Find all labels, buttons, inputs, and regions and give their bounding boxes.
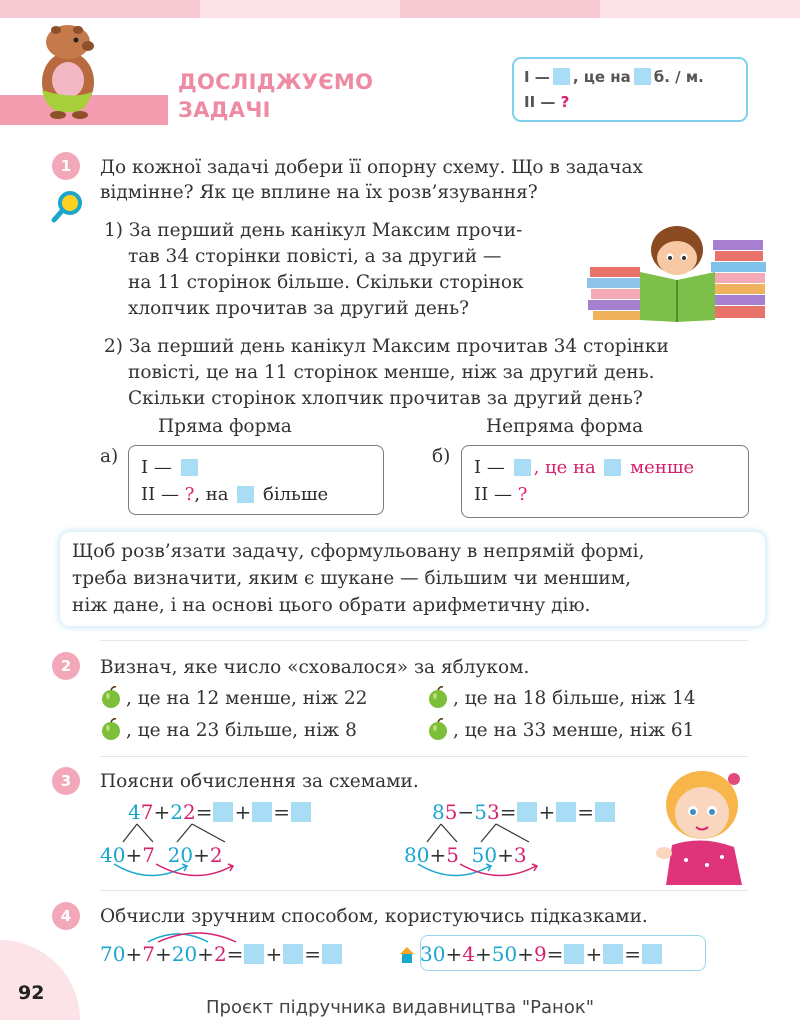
operator: + xyxy=(234,800,252,824)
indirect-form-title: Непряма форма xyxy=(486,416,644,437)
ref-i-label: І — xyxy=(524,68,550,86)
number: 7 xyxy=(142,843,155,867)
magnifier-icon xyxy=(50,190,84,224)
blank-square xyxy=(603,944,623,964)
problem1-line1: 1) За перший день канікул Максим прочи- xyxy=(104,220,523,241)
digit: 8 xyxy=(432,800,445,824)
operator: = xyxy=(577,800,594,824)
home-hint-icon xyxy=(400,947,414,963)
scheme-i-label: I — xyxy=(141,457,172,478)
digit: 2 xyxy=(170,800,183,824)
girl-pointing-icon xyxy=(652,765,752,885)
top-decor-bar xyxy=(0,0,800,18)
number: 30 xyxy=(420,942,446,966)
rule-line1: Щоб розв’язати задачу, сформульовану в непрямій формі, xyxy=(72,541,645,562)
operator: = xyxy=(195,800,213,824)
boy-reading-books-icon xyxy=(585,222,770,322)
digit: 7 xyxy=(140,800,154,824)
number: 4 xyxy=(462,942,475,966)
operator: = xyxy=(273,800,290,824)
question-mark: ? xyxy=(560,93,570,111)
operator: + xyxy=(125,942,143,966)
task-number-badge: 2 xyxy=(52,652,80,680)
apple-item-text: , це на 23 більше, ніж 8 xyxy=(126,720,357,741)
task1-text-line2: відмінне? Як це вплине на їх розв’язування? xyxy=(100,182,538,203)
digit: 5 xyxy=(474,800,487,824)
section-title xyxy=(178,68,373,124)
title-line-2: ЗАДАЧІ xyxy=(178,98,271,122)
divider xyxy=(100,756,748,757)
addition-arrows-2 xyxy=(404,862,554,884)
apple-icon xyxy=(427,718,449,740)
operator: − xyxy=(457,800,475,824)
problem2-line1: 2) За перший день канікул Максим прочитав 34 сторінки xyxy=(104,336,669,357)
digit: 3 xyxy=(486,800,500,824)
apple-item xyxy=(100,718,357,744)
operator: + xyxy=(153,800,171,824)
question-mark: ? xyxy=(184,484,195,505)
rule-line2: треба визначити, яким є шукане — більшим чи меншим, xyxy=(72,568,632,589)
digit: 5 xyxy=(444,800,458,824)
direct-form-scheme xyxy=(128,445,384,515)
operator: + xyxy=(193,843,210,867)
operator: + xyxy=(585,942,603,966)
task-number-badge: 1 xyxy=(52,152,80,180)
scheme-text: , це на xyxy=(533,457,596,478)
task-number-badge: 3 xyxy=(52,767,80,795)
blank-square xyxy=(291,802,311,822)
split-lines-2 xyxy=(419,822,539,844)
task2-text: Визнач, яке число «сховалося» за яблуком. xyxy=(100,657,530,678)
number: 40 xyxy=(100,843,126,867)
blank-square xyxy=(556,802,576,822)
blank-square xyxy=(595,802,615,822)
task4-equation-2 xyxy=(400,941,663,967)
apple-icon xyxy=(100,686,122,708)
split-lines-1 xyxy=(115,822,235,844)
operator: = xyxy=(546,942,564,966)
apple-item-text: , це на 12 менше, ніж 22 xyxy=(126,688,368,709)
number: 2 xyxy=(213,942,227,966)
option-a-letter: а) xyxy=(100,446,119,467)
problem1-line2: тав 34 сторінки повісті, а за другий — xyxy=(128,246,502,267)
operator: + xyxy=(497,843,514,867)
digit: 2 xyxy=(182,800,196,824)
operator: + xyxy=(517,942,534,966)
scheme-text: більше xyxy=(262,484,329,505)
task4-equation-1 xyxy=(100,941,343,967)
apple-item xyxy=(427,686,696,712)
footer-text: Проєкт підручника видавництва "Ранок" xyxy=(205,997,594,1018)
operator: + xyxy=(125,843,143,867)
blank-square xyxy=(553,68,570,85)
grouping-arcs-1 xyxy=(128,930,248,944)
apple-icon xyxy=(100,718,122,740)
blank-square xyxy=(237,486,254,503)
question-mark: ? xyxy=(517,484,528,505)
number: 20 xyxy=(171,942,198,966)
problem2-line3: Скільки сторінок хлопчик прочитав за другий день? xyxy=(128,388,643,409)
operator: + xyxy=(154,942,172,966)
operator: + xyxy=(265,942,283,966)
operator: + xyxy=(538,800,556,824)
number: 20 xyxy=(167,843,194,867)
blank-square xyxy=(283,944,303,964)
task1-text-line1: До кожної задачі добери її опорну схему. Що в задачах xyxy=(100,157,643,178)
divider xyxy=(100,640,748,641)
blank-square xyxy=(514,459,531,476)
ref-ii-label: ІІ — xyxy=(524,93,556,111)
scheme-ii-label: II — xyxy=(474,484,512,505)
blank-square xyxy=(604,459,621,476)
problem1-line4: хлопчик прочитав за другий день? xyxy=(128,298,470,319)
apple-item xyxy=(427,718,694,744)
operator: + xyxy=(474,942,492,966)
scheme-i-label: I — xyxy=(474,457,505,478)
blank-square xyxy=(181,459,198,476)
number: 7 xyxy=(142,942,155,966)
operator: = xyxy=(226,942,244,966)
reference-scheme-box xyxy=(512,57,748,122)
apple-item-text: , це на 18 більше, ніж 14 xyxy=(453,688,696,709)
title-line-1: ДОСЛІДЖУЄМО xyxy=(178,70,374,94)
rule-line3: ніж дане, і на основі цього обрати арифметичну дію. xyxy=(72,595,591,616)
direct-form-title: Пряма форма xyxy=(158,416,292,437)
capybara-mascot-icon xyxy=(28,20,108,120)
problem1-line3: на 11 сторінок більше. Скільки сторінок xyxy=(128,272,524,293)
option-b-letter: б) xyxy=(432,446,451,467)
task-number-badge: 4 xyxy=(52,902,80,930)
blank-square xyxy=(564,944,584,964)
blank-square xyxy=(244,944,264,964)
apple-icon xyxy=(427,686,449,708)
operator: = xyxy=(304,942,321,966)
ref-text: , це на xyxy=(572,68,631,86)
blank-square xyxy=(322,944,342,964)
apple-item-text: , це на 33 менше, ніж 61 xyxy=(453,720,695,741)
addition-arrows-1 xyxy=(100,862,250,884)
problem2-line2: повісті, це на 11 сторінок менше, ніж за другий день. xyxy=(128,362,655,383)
number: 70 xyxy=(100,942,126,966)
digit: 4 xyxy=(128,800,141,824)
blank-square xyxy=(213,802,233,822)
task3-text: Поясни обчислення за схемами. xyxy=(100,771,419,792)
task4-text: Обчисли зручним способом, користуючись підказками. xyxy=(100,906,648,927)
number: 50 xyxy=(491,942,518,966)
divider xyxy=(100,890,748,891)
rule-box xyxy=(60,532,765,626)
page-number: 92 xyxy=(18,982,45,1004)
operator: = xyxy=(499,800,517,824)
number: 5 xyxy=(446,843,459,867)
operator: = xyxy=(624,942,641,966)
ref-unit: б. / м. xyxy=(653,68,704,86)
scheme-text: , на xyxy=(194,484,229,505)
number: 80 xyxy=(404,843,430,867)
number: 2 xyxy=(209,843,223,867)
indirect-form-scheme xyxy=(461,445,749,518)
scheme-ii-label: II — xyxy=(141,484,179,505)
number: 9 xyxy=(533,942,547,966)
operator: + xyxy=(197,942,214,966)
operator: + xyxy=(445,942,463,966)
apple-item xyxy=(100,686,367,712)
number: 3 xyxy=(513,843,527,867)
blank-square xyxy=(252,802,272,822)
number: 50 xyxy=(471,843,498,867)
blank-square xyxy=(642,944,662,964)
operator: + xyxy=(429,843,447,867)
blank-square xyxy=(634,68,651,85)
blank-square xyxy=(517,802,537,822)
scheme-text: менше xyxy=(630,457,695,478)
